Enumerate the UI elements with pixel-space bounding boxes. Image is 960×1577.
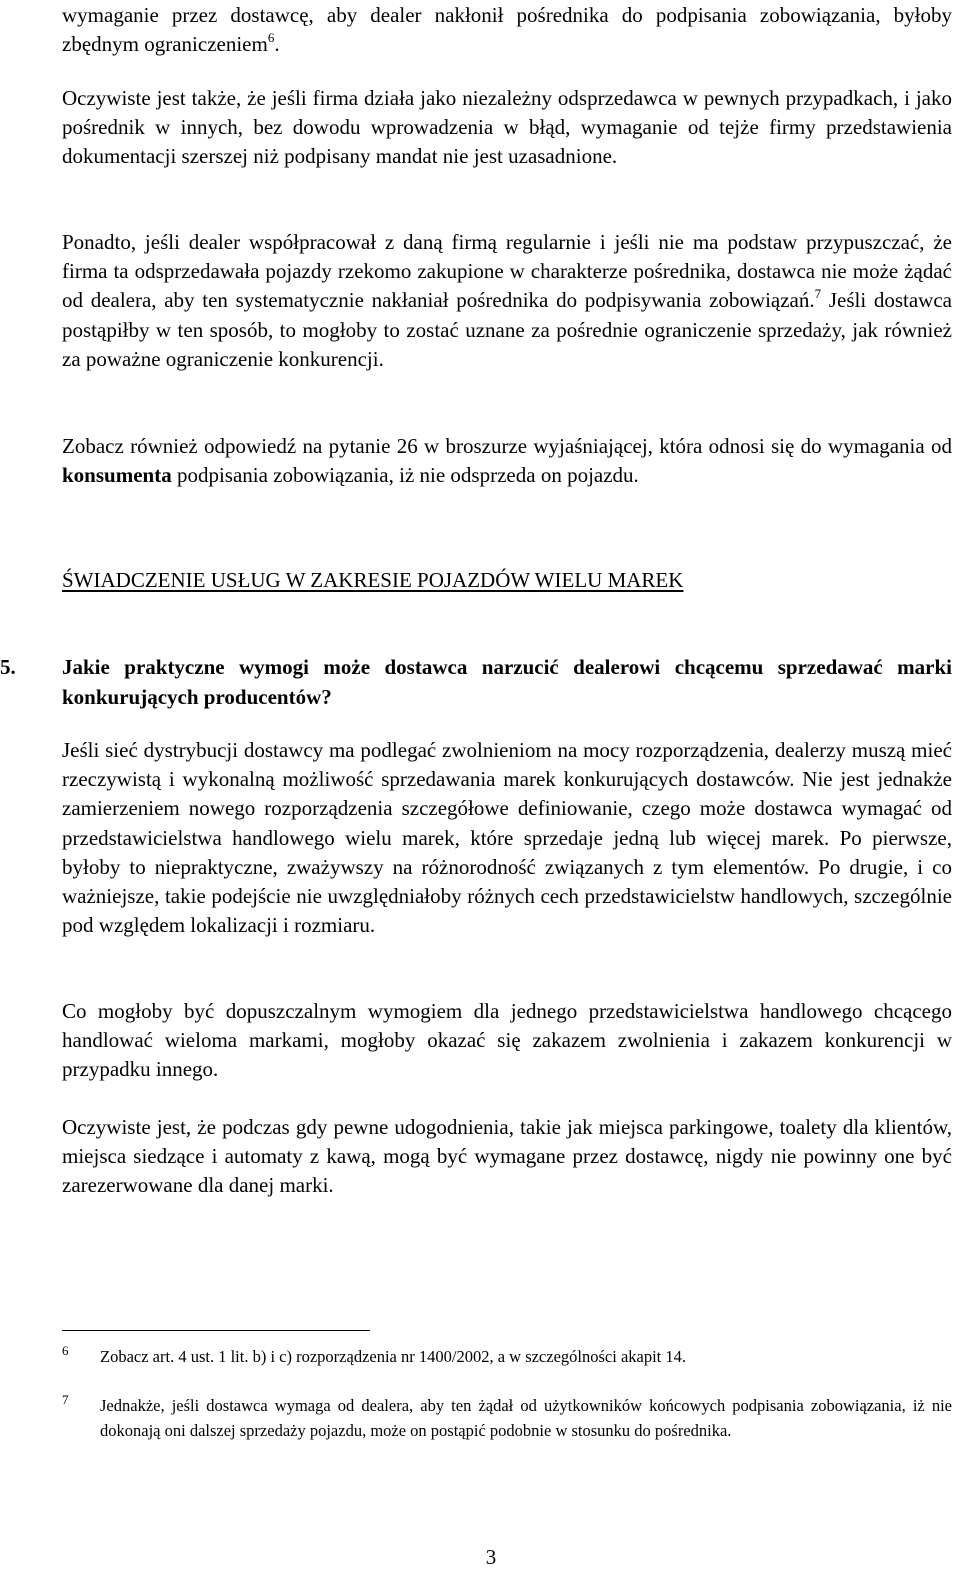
page-number: 3 <box>485 1545 497 1569</box>
question-number: 5. <box>0 655 16 679</box>
paragraph-punctuation: . <box>274 32 280 57</box>
paragraph-distribution-network: Jeśli sieć dystrybucji dostawcy ma podlegać zwolnieniom na mocy rozporządzenia, dealerzy muszą mieć rzeczywistą i wykonalną możliwość sprzedawania marek konkurujących dostawców. Nie jest jednakże zamierzeniem nowego rozporządzenia szczegółowe definiowanie, czego może dostawca wymagać od przedstawicielstwa handlowego wielu marek, które sprzedaje jedną lub więcej marek. Po pierwsze, byłoby to niepraktyczne, zważywszy na różnorodność związanych z tym elementów. Po drugie, i co ważniejsze, takie podejście nie uwzględniałoby różnych cech przedstawicielstw handlowych, szczególnie pod względem lokalizacji i rozmiaru. <box>62 738 952 938</box>
footnote-reference-7[interactable]: 7 <box>814 286 822 302</box>
footnote-reference-6[interactable]: 6 <box>267 30 275 46</box>
paragraph-dealer-cooperation <box>62 228 952 374</box>
footnote-7 <box>62 1394 952 1443</box>
paragraph-continuation <box>62 1 952 59</box>
footnote-text: Zobacz art. 4 ust. 1 lit. b) i c) rozporządzenia nr 1400/2002, a w szczególności akapit 14. <box>100 1347 687 1366</box>
paragraph-reseller: Oczywiste jest także, że jeśli firma działa jako niezależny odsprzedawca w pewnych przypadkach, i jako pośrednik w innych, bez dowodu wprowadzenia w błąd, wymaganie od tejże firmy przedstawienia dokumentacji szerszej niż podpisany mandat nie jest uzasadnione. <box>62 86 952 169</box>
footnote-text: Jednakże, jeśli dostawca wymaga od dealera, aby ten żądał od użytkowników końcowych podpisania zobowiązania, iż nie dokonają oni dalszej sprzedaży pojazdu, może on postąpić podobnie w stosunku do pośrednika. <box>100 1396 952 1440</box>
question-heading <box>0 653 952 712</box>
question-text: Jakie praktyczne wymogi może dostawca narzucić dealerowi chcącemu sprzedawać marki konkurujących producentów? <box>62 655 952 709</box>
footnote-separator <box>62 1330 370 1331</box>
paragraph-text: Ponadto, jeśli dealer współpracował z daną firmą regularnie i jeśli nie ma podstaw przypuszczać, że firma ta odsprzedawała pojazdy rzekomo zakupione w charakterze pośrednika, dostawca nie może żądać od dealera, aby ten systematycznie nakłaniał pośrednika do podpisywania zobowiązań. <box>62 230 952 313</box>
bold-term: konsumenta <box>62 463 172 488</box>
footnote-number: 6 <box>62 1343 69 1358</box>
paragraph-text: wymaganie przez dostawcę, aby dealer nakłonił pośrednika do podpisania zobowiązania, byłoby zbędnym ograniczeniem <box>62 3 952 57</box>
footnote-6 <box>62 1345 952 1370</box>
section-heading: ŚWIADCZENIE USŁUG W ZAKRESIE POJAZDÓW WIELU MAREK <box>62 568 684 592</box>
paragraph-see-also <box>62 432 952 490</box>
paragraph-text: podpisania zobowiązania, iż nie odsprzeda on pojazdu. <box>171 463 639 488</box>
paragraph-facilities: Oczywiste jest, że podczas gdy pewne udogodnienia, takie jak miejsca parkingowe, toalety dla klientów, miejsca siedzące i automaty z kawą, mogą być wymagane przez dostawcę, nigdy nie powinny one być zarezerwowane dla danej marki. <box>62 1115 952 1198</box>
paragraph-text: Zobacz również odpowiedź na pytanie 26 w broszurze wyjaśniającej, która odnosi się do wymagania od <box>62 434 952 458</box>
paragraph-text: Jeśli dostawca postąpiłby w ten sposób, to mogłoby to zostać uznane za pośrednie ograniczenie sprzedaży, jak również za poważne ograniczenie konkurencji. <box>62 288 952 371</box>
footnote-number: 7 <box>62 1392 69 1407</box>
paragraph-acceptable-requirement: Co mogłoby być dopuszczalnym wymogiem dla jednego przedstawicielstwa handlowego chcącego handlować wieloma markami, mogłoby okazać się zakazem zwolnienia i zakazem konkurencji w przypadku innego. <box>62 999 952 1082</box>
